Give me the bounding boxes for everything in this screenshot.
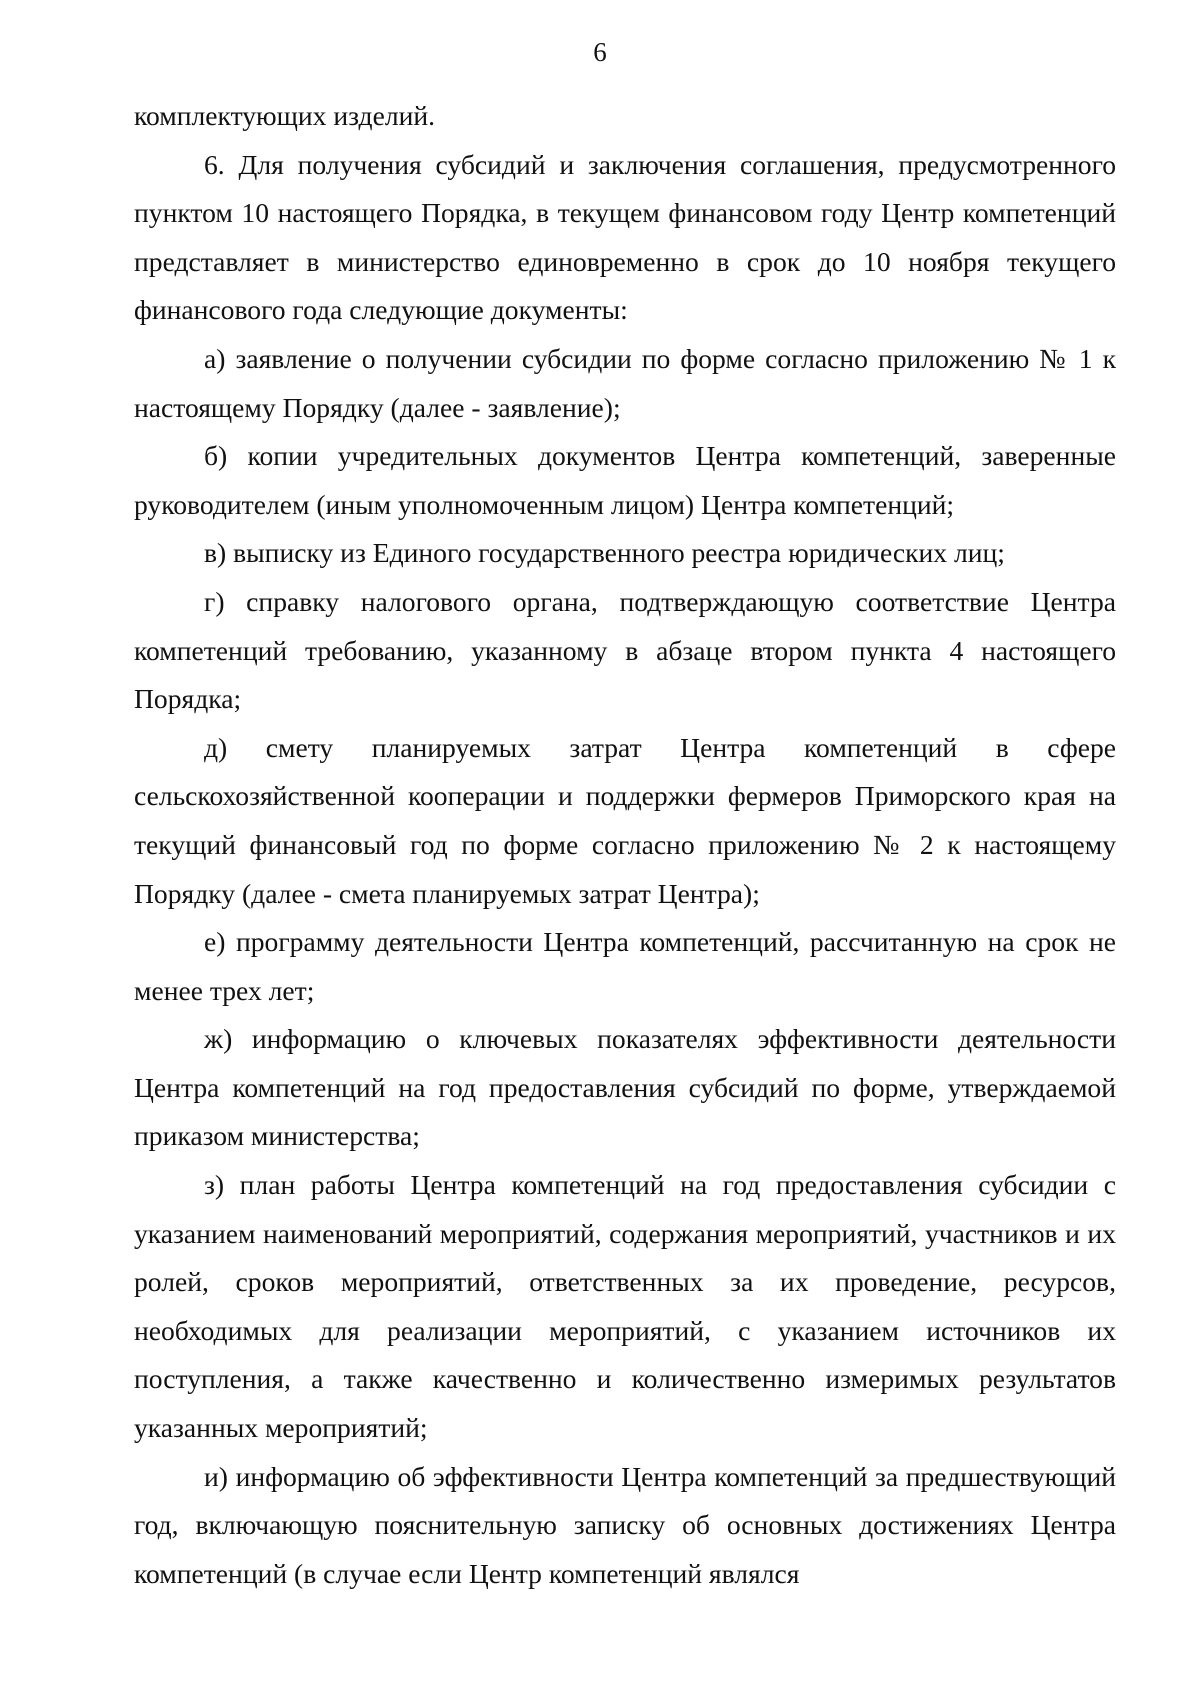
paragraph-item-6: 6. Для получения субсидий и заключения соглашения, предусмотренного пунктом 10 настоящего Порядка, в текущем финансовом году Центр компетенций представляет в министерство единовременно в срок до 10 ноября текущего финансового года следующие документы:: [134, 148, 1116, 326]
paragraph-subitem-i: и) информацию об эффективности Центра компетенций за предшествующий год, включающую пояснительную записку об основных достижениях Центра компетенций (в случае если Центр компетенций являлся: [134, 1460, 1116, 1589]
paragraph-subitem-g: г) справку налогового органа, подтверждающую соответствие Центра компетенций требованию, указанному в абзаце втором пункта 4 настоящего Порядка;: [134, 585, 1116, 715]
paragraph-subitem-v: в) выписку из Единого государственного реестра юридических лиц;: [204, 537, 1005, 569]
paragraph-subitem-a: а) заявление о получении субсидии по форме согласно приложению № 1 к настоящему Порядку (далее - заявление);: [134, 342, 1116, 423]
paragraph-subitem-b: б) копии учредительных документов Центра компетенций, заверенные руководителем (иным уполномоченным лицом) Центра компетенций;: [134, 440, 1116, 520]
paragraph-subitem-e: е) программу деятельности Центра компетенций, рассчитанную на срок не менее трех лет;: [134, 926, 1116, 1006]
paragraph-continuation: комплектующих изделий.: [134, 100, 436, 131]
page-number: 6: [593, 37, 607, 67]
paragraph-subitem-d: д) смету планируемых затрат Центра компетенций в сфере сельскохозяйственной кооперации и поддержки фермеров Приморского края на текущий финансовый год по форме согласно приложению № 2 к настоящему Порядку (далее - смета планируемых затрат Центра);: [134, 731, 1116, 909]
document-body: [134, 92, 1116, 1598]
paragraph-subitem-z: з) план работы Центра компетенций на год предоставления субсидии с указанием наименований мероприятий, содержания мероприятий, участников и их ролей, сроков мероприятий, ответственных за их проведение, ресурсов, необходимых для реализации мероприятий, с указанием источников их поступления, а также качественно и количественно измеримых результатов указанных мероприятий;: [134, 1169, 1116, 1444]
paragraph-subitem-zh: ж) информацию о ключевых показателях эффективности деятельности Центра компетенций на год предоставления субсидий по форме, утверждаемой приказом министерства;: [134, 1023, 1116, 1152]
